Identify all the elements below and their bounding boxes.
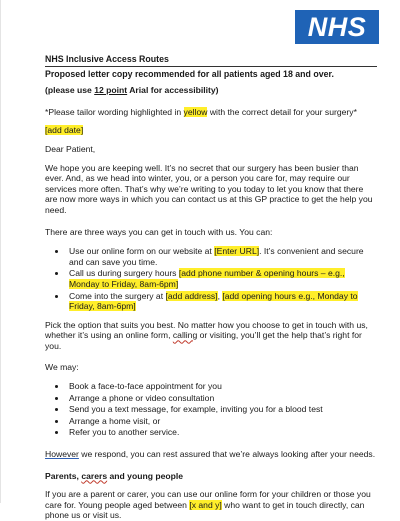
pick-option-paragraph (45, 320, 377, 352)
intro-paragraph: We hope you are keeping well. It’s no secret that our surgery has been busier than ever. And, as we head into winter, you, or a person you care for, may require our services more often. That’s why we’re writing to you today to let you know that there are now more ways in which you can contact us at this GP practice to get the help you need. (45, 162, 373, 215)
tailor-text: *Please tailor wording highlighted in (45, 106, 184, 117)
enter-url-placeholder: [Enter URL] (214, 246, 260, 257)
heading-text-end: and young people (107, 470, 184, 481)
list-item: • Send you a text message, for example, inviting you for a blood test (67, 404, 377, 415)
tailor-text-end: with the correct detail for your surgery* (207, 106, 357, 117)
list-item: • Book a face-to-face appointment for you (67, 381, 377, 392)
pick-text-end: or visiting, you’ll get the help that’s right for you. (45, 330, 362, 351)
note-text: (please use (45, 85, 95, 96)
address-placeholder: [add address] (165, 290, 218, 301)
list-item: • Refer you to another service. (67, 427, 377, 438)
list-item (67, 246, 377, 267)
pick-text: Pick the option that suits you best. No matter how you choose to get in touch with us, whether it’s using an online form, (45, 319, 368, 341)
we-may-list (45, 381, 377, 438)
parents-paragraph (45, 489, 377, 521)
heading-text: Parents, (45, 470, 82, 481)
spellcheck-word: carers (81, 470, 108, 481)
opening-hours-placeholder: [add opening hours e.g., Monday to Friday, 8am-6pm] (69, 290, 358, 312)
however-text: we respond, you can rest assured that we’re always looking after your needs. (78, 449, 376, 460)
way-text: Come into the surgery at (69, 290, 166, 301)
three-ways-paragraph: There are three ways you can get in touch with us. You can: (45, 226, 273, 237)
note-font-size: 12 point (94, 85, 128, 96)
contact-ways-list (45, 246, 377, 312)
however-word: However (45, 449, 79, 460)
list-item (67, 268, 377, 289)
age-range-placeholder: [x and y] (189, 499, 222, 510)
section-heading (45, 471, 377, 482)
however-paragraph (45, 449, 377, 460)
list-item (67, 291, 377, 312)
note-text-end: Arial for accessibility) (127, 85, 219, 96)
way-text: Call us during surgery hours (69, 268, 179, 279)
date-placeholder-line (45, 125, 377, 136)
we-may-label: We may: (45, 362, 79, 373)
add-date-placeholder: [add date] (45, 125, 84, 136)
separator-text: , (217, 290, 223, 301)
parents-text: If you are a parent or carer, you can use our online form for your children or those you care for. Young people aged between (45, 489, 371, 510)
greeting: Dear Patient, (45, 143, 96, 154)
accessibility-note (45, 85, 377, 96)
highlight-yellow-word: yellow (183, 106, 208, 117)
phone-hours-placeholder: [add phone number & opening hours – e.g., Monday to Friday, 8am-6pm] (69, 268, 345, 289)
parents-text-end: who want to get in touch directly, can phone us or visit us. (45, 499, 365, 521)
tailor-instruction (45, 107, 377, 118)
list-item: • Arrange a home visit, or (67, 416, 377, 427)
spellcheck-word: calling (172, 330, 198, 341)
document-subtitle: Proposed letter copy recommended for all patients aged 18 and over. (45, 68, 334, 79)
nhs-logo: NHS (295, 10, 379, 44)
document-title: NHS Inclusive Access Routes (45, 54, 377, 67)
way-text: Use our online form on our website at (69, 246, 215, 257)
list-item: • Arrange a phone or video consultation (67, 393, 377, 404)
way-text-end: . It’s convenient and secure and can save you time. (69, 246, 364, 267)
letter-body (45, 54, 377, 521)
